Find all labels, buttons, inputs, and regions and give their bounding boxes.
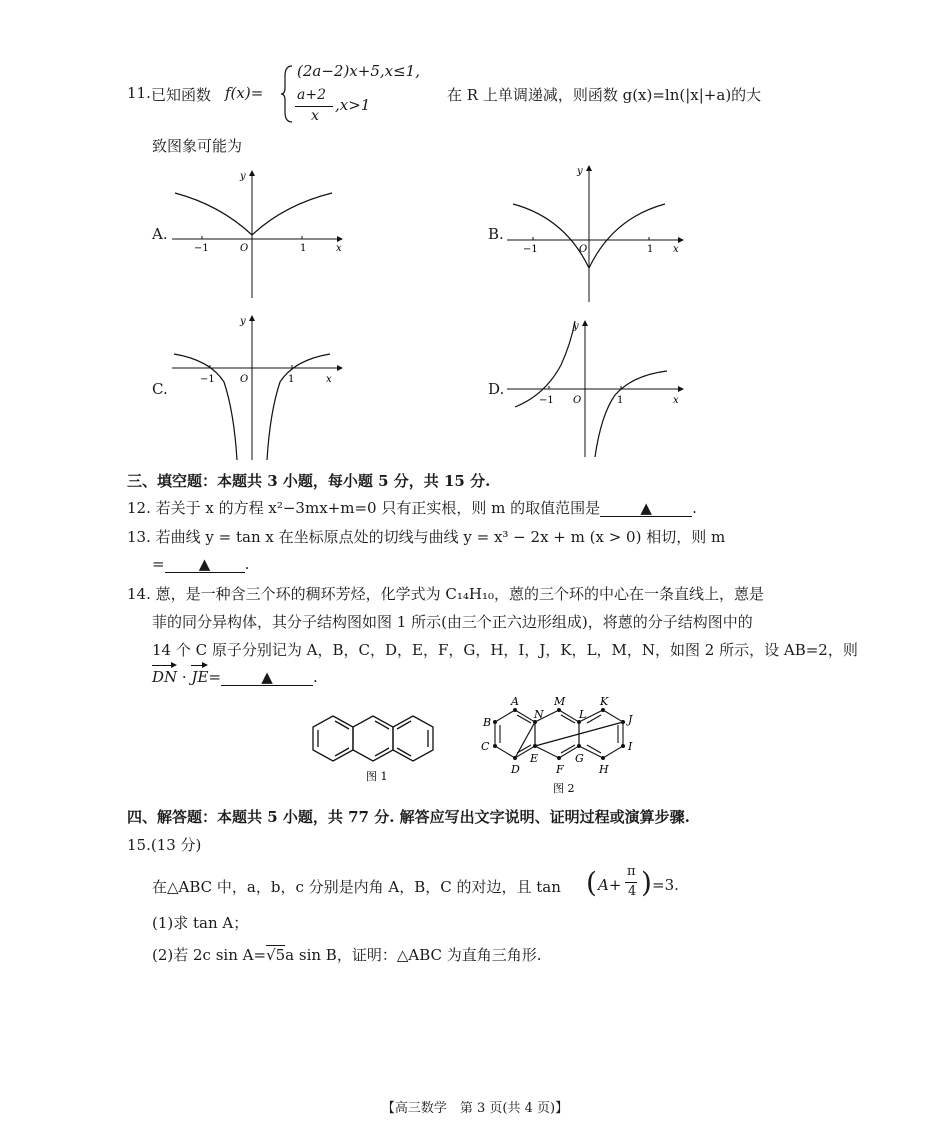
atom-g: G [575, 752, 584, 765]
q15-part2-b: a sin B，证明：△ABC 为直角三角形. [285, 946, 542, 964]
q15-part2 [152, 944, 542, 965]
curve-right [595, 371, 667, 457]
q14-line1: 14. 蒽，是一种含三个环的稠环芳烃，化学式为 C₁₄H₁₀，蒽的三个环的中心在一条直线上，蒽是 [127, 585, 765, 603]
option-b-label: B. [488, 225, 504, 243]
q13-eq: = [152, 555, 165, 573]
atom-c: C [481, 740, 490, 753]
q14-eq: = [208, 668, 222, 686]
q14-end: . [313, 668, 318, 686]
graph-d [505, 315, 690, 460]
four-denominator: 4 [628, 884, 637, 899]
atom-e: E [530, 752, 539, 765]
option-d-label: D. [488, 380, 505, 398]
atom-m: M [554, 695, 566, 708]
x-label: x [336, 243, 342, 254]
origin: O [240, 374, 249, 385]
atom-i: I [628, 740, 633, 753]
q15-part2-a: (2)若 2c sin A= [152, 946, 267, 964]
y-label: y [577, 166, 583, 177]
q13-line2 [152, 555, 249, 573]
hexagon-right [393, 716, 433, 761]
q12-end: . [692, 499, 697, 517]
hexagon-left [313, 716, 353, 761]
pi-symbol: π [627, 864, 636, 879]
option-a-label: A. [152, 225, 168, 243]
atom-h: H [599, 763, 609, 776]
atom-f: F [556, 763, 564, 776]
y-label: y [573, 321, 579, 332]
sqrt-five: √5 [266, 946, 286, 964]
pi-frac-bar [625, 882, 637, 883]
dot-operator: · [177, 668, 192, 686]
curve-left [174, 354, 237, 460]
atom-n: N [534, 708, 544, 721]
graph-c [170, 312, 350, 462]
hexagon-middle [353, 716, 393, 761]
graph-a [170, 165, 350, 300]
figure-1-caption: 图 1 [366, 770, 388, 783]
tick-1: 1 [647, 244, 654, 255]
tick-1: 1 [300, 243, 307, 254]
atom-l: L [579, 708, 587, 721]
atom-b: B [483, 716, 492, 729]
tick-1: 1 [288, 374, 295, 385]
q13-end: . [244, 555, 250, 573]
x-label: x [326, 374, 332, 385]
q14-blank: ▲ [221, 669, 313, 686]
q11-intro: 已知函数 [151, 86, 212, 104]
origin: O [573, 395, 582, 406]
curve-right [267, 354, 330, 460]
q11-case2-num: a+2 [297, 87, 326, 103]
q11-continuation: 致图象可能为 [152, 137, 243, 155]
x-label: x [673, 395, 679, 406]
section4-heading: 四、解答题：本题共 5 小题，共 77 分. 解答应写出文字说明、证明过程或演算步骤. [127, 808, 690, 826]
atom-j: J [628, 713, 633, 726]
y-label: y [240, 316, 246, 327]
figure-1-anthracene [308, 708, 458, 783]
section3-heading: 三、填空题：本题共 3 小题，每小题 5 分，共 15 分. [127, 472, 491, 490]
q12-text: 12. 若关于 x 的方程 x²−3mx+m=0 只有正实根，则 m 的取值范围是 [127, 499, 601, 517]
q12-blank: ▲ [600, 500, 692, 517]
q14-line4 [152, 668, 318, 686]
figure-2-labeled [475, 692, 645, 800]
origin: O [240, 243, 249, 254]
y-label: y [240, 171, 246, 182]
q15-stem-b: =3. [652, 876, 679, 894]
q13-blank: ▲ [165, 556, 245, 573]
q11-number: 11. [127, 84, 151, 102]
graph-b [505, 160, 690, 305]
atom-d: D [511, 763, 520, 776]
q15-stem-a: 在△ABC 中，a，b，c 分别是内角 A，B，C 的对边，且 tan [152, 878, 561, 896]
origin: O [579, 244, 588, 255]
x-label: x [673, 244, 679, 255]
tick-neg1: −1 [539, 395, 554, 406]
q14-line2: 菲的同分异构体，其分子结构图如图 1 所示(由三个正六边形组成)，将蒽的分子结构图中的 [152, 613, 753, 631]
q15-stem [152, 864, 752, 908]
q12 [127, 497, 697, 518]
tick-neg1: −1 [523, 244, 538, 255]
page-footer: 【高三数学 第 3 页(共 4 页)】 [381, 1101, 569, 1116]
vector-dn: DN [152, 668, 178, 686]
option-c-label: C. [152, 380, 168, 398]
figure-2-caption: 图 2 [553, 782, 575, 795]
q11-case2-den: x [311, 108, 319, 124]
q14-line3: 14 个 C 原子分别记为 A，B，C，D，E，F，G，H，I，J，K，L，M，N，如图 2 所示，设 AB=2，则 [152, 641, 858, 659]
q15-number: 15.(13 分) [127, 836, 202, 854]
piecewise-brace [280, 64, 294, 124]
vector-je: JE [191, 668, 209, 686]
q11-tail: 在 R 上单调递减，则函数 g(x)=ln(|x|+a)的大 [447, 86, 762, 104]
q11-case1: (2a−2)x+5,x≤1, [297, 62, 420, 80]
q11-case2-cond: ,x>1 [335, 96, 371, 114]
paren-close: ) [641, 866, 652, 899]
q11-line1 [127, 62, 827, 126]
paren-open: ( [586, 866, 597, 899]
q11-fx: f(x)= [225, 84, 264, 102]
atom-a: A [511, 695, 519, 708]
tick-neg1: −1 [200, 374, 215, 385]
q15-a-plus: A+ [598, 876, 622, 894]
q13-line1: 13. 若曲线 y = tan x 在坐标原点处的切线与曲线 y = x³ − 2x + m (x > 0) 相切，则 m [127, 528, 726, 546]
curve [175, 193, 332, 235]
q11-frac-bar [295, 106, 333, 107]
tick-neg1: −1 [194, 243, 209, 254]
tick-1: 1 [617, 395, 624, 406]
q15-part1: (1)求 tan A； [152, 914, 249, 932]
atom-k: K [600, 695, 609, 708]
